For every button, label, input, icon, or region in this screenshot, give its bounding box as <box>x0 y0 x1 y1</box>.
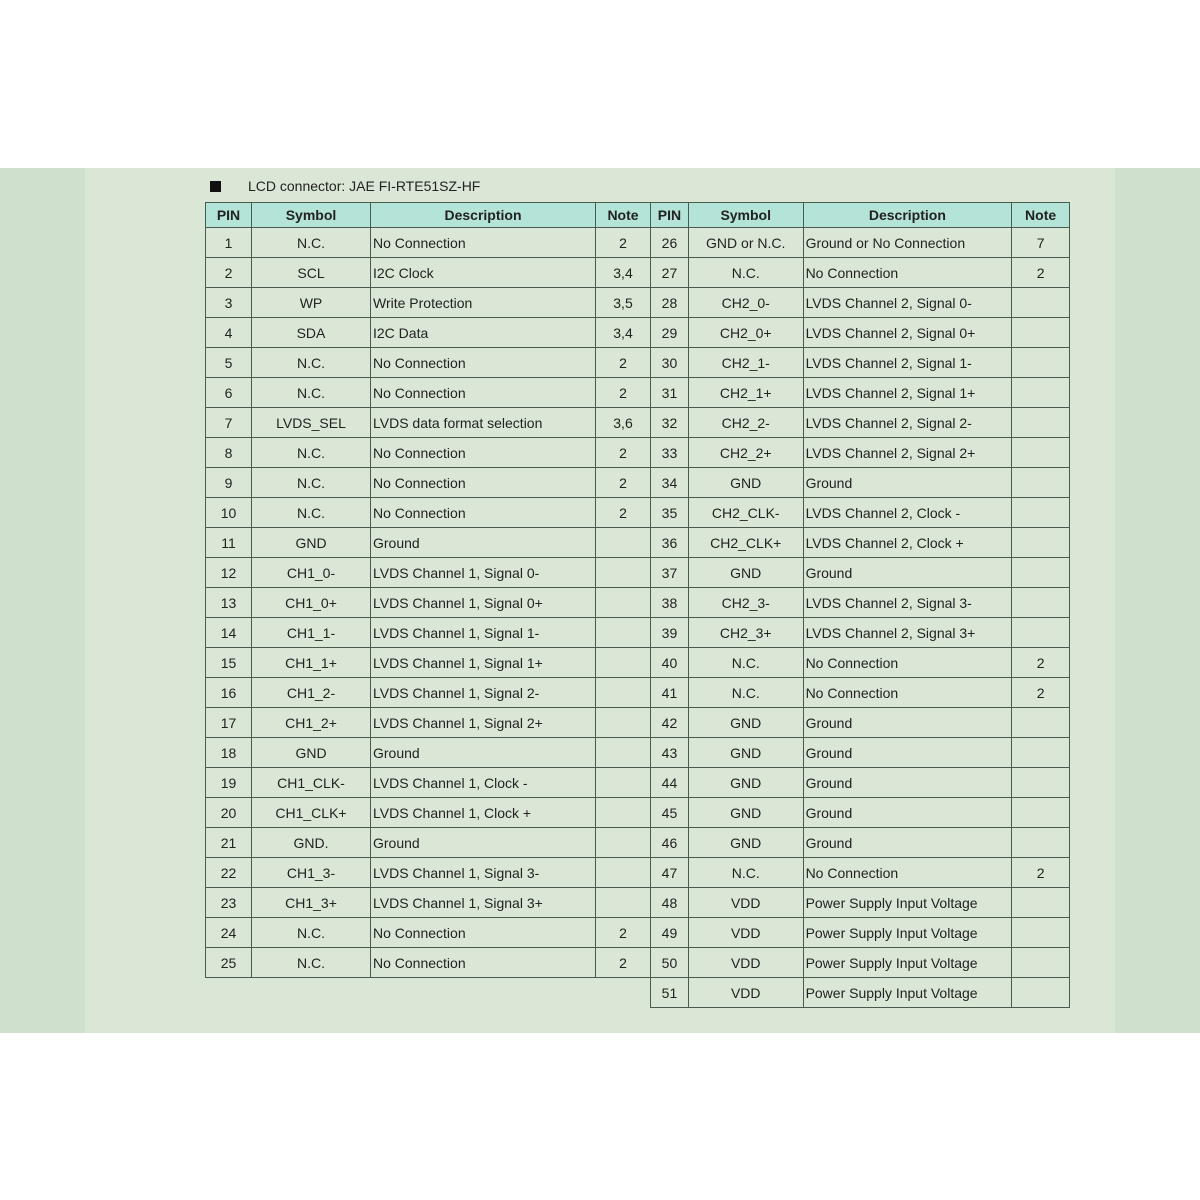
description-cell: LVDS Channel 2, Signal 0- <box>803 288 1012 318</box>
note-cell: 7 <box>1012 228 1070 258</box>
table-row <box>651 258 1070 288</box>
note-cell <box>1012 768 1070 798</box>
note-cell <box>1012 288 1070 318</box>
description-cell: LVDS Channel 2, Signal 1- <box>803 348 1012 378</box>
table-row <box>651 828 1070 858</box>
symbol-cell: N.C. <box>688 258 803 288</box>
description-cell: Ground or No Connection <box>803 228 1012 258</box>
pin-cell: 43 <box>651 738 689 768</box>
description-cell: No Connection <box>371 468 596 498</box>
pin-cell: 5 <box>206 348 252 378</box>
pin-cell: 18 <box>206 738 252 768</box>
header-description: Description <box>803 203 1012 228</box>
table-row <box>206 498 651 528</box>
description-cell: LVDS Channel 2, Clock + <box>803 528 1012 558</box>
description-cell: No Connection <box>371 348 596 378</box>
table-row <box>651 498 1070 528</box>
symbol-cell: LVDS_SEL <box>252 408 371 438</box>
note-cell: 2 <box>1012 258 1070 288</box>
note-cell: 3,5 <box>596 288 651 318</box>
table-row <box>651 708 1070 738</box>
description-cell: Ground <box>803 798 1012 828</box>
note-cell <box>596 528 651 558</box>
description-cell: LVDS Channel 1, Signal 3+ <box>371 888 596 918</box>
table-row <box>206 408 651 438</box>
note-cell <box>1012 888 1070 918</box>
header-pin: PIN <box>206 203 252 228</box>
description-cell: LVDS Channel 1, Clock - <box>371 768 596 798</box>
pin-cell: 24 <box>206 918 252 948</box>
header-description: Description <box>371 203 596 228</box>
symbol-cell: N.C. <box>252 438 371 468</box>
pin-cell: 42 <box>651 708 689 738</box>
table-row <box>651 558 1070 588</box>
table-row <box>651 348 1070 378</box>
description-cell: Ground <box>803 468 1012 498</box>
note-cell <box>596 708 651 738</box>
symbol-cell: CH2_CLK- <box>688 498 803 528</box>
symbol-cell: N.C. <box>252 468 371 498</box>
description-cell: LVDS Channel 1, Signal 0+ <box>371 588 596 618</box>
description-cell: No Connection <box>371 918 596 948</box>
symbol-cell: N.C. <box>252 918 371 948</box>
bullet-square-icon <box>210 181 221 192</box>
symbol-cell: CH2_CLK+ <box>688 528 803 558</box>
table-row <box>206 468 651 498</box>
description-cell: LVDS Channel 1, Signal 2- <box>371 678 596 708</box>
note-cell <box>1012 378 1070 408</box>
note-cell: 2 <box>596 438 651 468</box>
pin-cell: 21 <box>206 828 252 858</box>
pin-cell: 20 <box>206 798 252 828</box>
symbol-cell: CH2_1- <box>688 348 803 378</box>
table-row <box>206 438 651 468</box>
pin-cell: 13 <box>206 588 252 618</box>
header-symbol: Symbol <box>252 203 371 228</box>
description-cell: LVDS Channel 1, Clock + <box>371 798 596 828</box>
table-row <box>206 918 651 948</box>
symbol-cell: GND <box>252 738 371 768</box>
note-cell <box>1012 918 1070 948</box>
table-row <box>651 468 1070 498</box>
note-cell: 3,4 <box>596 258 651 288</box>
pin-cell: 47 <box>651 858 689 888</box>
symbol-cell: N.C. <box>688 678 803 708</box>
note-cell <box>596 828 651 858</box>
symbol-cell: CH2_0+ <box>688 318 803 348</box>
pin-cell: 29 <box>651 318 689 348</box>
note-cell: 2 <box>596 948 651 978</box>
description-cell: LVDS Channel 2, Signal 2+ <box>803 438 1012 468</box>
description-cell: No Connection <box>803 258 1012 288</box>
symbol-cell: VDD <box>688 888 803 918</box>
symbol-cell: GND <box>688 798 803 828</box>
note-cell <box>1012 408 1070 438</box>
pin-cell: 15 <box>206 648 252 678</box>
table-row <box>206 888 651 918</box>
note-cell <box>1012 618 1070 648</box>
pin-cell: 27 <box>651 258 689 288</box>
pin-cell: 33 <box>651 438 689 468</box>
description-cell: LVDS Channel 1, Signal 2+ <box>371 708 596 738</box>
note-cell <box>1012 948 1070 978</box>
note-cell <box>1012 318 1070 348</box>
symbol-cell: CH2_3- <box>688 588 803 618</box>
table-row <box>651 798 1070 828</box>
pin-cell: 39 <box>651 618 689 648</box>
header-pin: PIN <box>651 203 689 228</box>
symbol-cell: N.C. <box>252 948 371 978</box>
table-row <box>651 918 1070 948</box>
description-cell: No Connection <box>371 378 596 408</box>
note-cell <box>596 738 651 768</box>
table-row <box>651 528 1070 558</box>
pin-cell: 9 <box>206 468 252 498</box>
description-cell: LVDS Channel 1, Signal 1- <box>371 618 596 648</box>
description-cell: Power Supply Input Voltage <box>803 978 1012 1008</box>
description-cell: No Connection <box>371 438 596 468</box>
section-title-text: LCD connector: JAE FI-RTE51SZ-HF <box>248 178 481 194</box>
note-cell: 2 <box>596 498 651 528</box>
table-row <box>651 288 1070 318</box>
pin-cell: 41 <box>651 678 689 708</box>
symbol-cell: CH1_0- <box>252 558 371 588</box>
pin-cell: 34 <box>651 468 689 498</box>
pin-cell: 2 <box>206 258 252 288</box>
note-cell: 2 <box>596 378 651 408</box>
pin-cell: 38 <box>651 588 689 618</box>
table-row <box>206 798 651 828</box>
note-cell <box>1012 828 1070 858</box>
note-cell <box>1012 738 1070 768</box>
note-cell <box>1012 468 1070 498</box>
pin-cell: 30 <box>651 348 689 378</box>
symbol-cell: CH1_3- <box>252 858 371 888</box>
table-row <box>651 948 1070 978</box>
symbol-cell: CH2_0- <box>688 288 803 318</box>
description-cell: LVDS Channel 2, Signal 3+ <box>803 618 1012 648</box>
table-row <box>651 738 1070 768</box>
description-cell: LVDS Channel 1, Signal 1+ <box>371 648 596 678</box>
note-cell <box>1012 588 1070 618</box>
table-row <box>651 588 1070 618</box>
description-cell: LVDS Channel 1, Signal 0- <box>371 558 596 588</box>
symbol-cell: GND <box>252 528 371 558</box>
table-row <box>651 678 1070 708</box>
note-cell <box>1012 708 1070 738</box>
symbol-cell: GND <box>688 468 803 498</box>
pin-cell: 26 <box>651 228 689 258</box>
pin-cell: 1 <box>206 228 252 258</box>
table-row <box>206 258 651 288</box>
table-row <box>206 228 651 258</box>
pin-cell: 16 <box>206 678 252 708</box>
symbol-cell: GND <box>688 558 803 588</box>
table-row <box>206 318 651 348</box>
symbol-cell: CH1_3+ <box>252 888 371 918</box>
description-cell: LVDS Channel 2, Signal 2- <box>803 408 1012 438</box>
description-cell: Power Supply Input Voltage <box>803 948 1012 978</box>
table-row <box>206 558 651 588</box>
table-row <box>206 348 651 378</box>
table-row <box>651 648 1070 678</box>
description-cell: LVDS Channel 2, Clock - <box>803 498 1012 528</box>
description-cell: No Connection <box>371 498 596 528</box>
header-symbol: Symbol <box>688 203 803 228</box>
table-row <box>651 888 1070 918</box>
pin-cell: 6 <box>206 378 252 408</box>
note-cell: 2 <box>596 468 651 498</box>
note-cell: 2 <box>596 348 651 378</box>
symbol-cell: N.C. <box>252 228 371 258</box>
description-cell: No Connection <box>803 678 1012 708</box>
note-cell <box>1012 558 1070 588</box>
symbol-cell: VDD <box>688 918 803 948</box>
table-row <box>206 768 651 798</box>
symbol-cell: WP <box>252 288 371 318</box>
pin-cell: 22 <box>206 858 252 888</box>
table-row <box>206 648 651 678</box>
description-cell: No Connection <box>371 948 596 978</box>
note-cell <box>1012 438 1070 468</box>
header-note: Note <box>1012 203 1070 228</box>
symbol-cell: CH1_1- <box>252 618 371 648</box>
description-cell: Ground <box>803 558 1012 588</box>
description-cell: I2C Data <box>371 318 596 348</box>
table-row <box>651 408 1070 438</box>
pin-cell: 44 <box>651 768 689 798</box>
pin-cell: 50 <box>651 948 689 978</box>
note-cell <box>596 678 651 708</box>
table-row <box>206 708 651 738</box>
symbol-cell: CH2_3+ <box>688 618 803 648</box>
description-cell: Power Supply Input Voltage <box>803 918 1012 948</box>
description-cell: Ground <box>803 738 1012 768</box>
pin-cell: 4 <box>206 318 252 348</box>
table-row <box>206 378 651 408</box>
note-cell <box>596 618 651 648</box>
pin-cell: 12 <box>206 558 252 588</box>
symbol-cell: N.C. <box>252 348 371 378</box>
description-cell: No Connection <box>803 648 1012 678</box>
description-cell: Write Protection <box>371 288 596 318</box>
note-cell <box>596 558 651 588</box>
description-cell: LVDS data format selection <box>371 408 596 438</box>
pin-cell: 48 <box>651 888 689 918</box>
pin-cell: 32 <box>651 408 689 438</box>
description-cell: I2C Clock <box>371 258 596 288</box>
pin-cell: 45 <box>651 798 689 828</box>
description-cell: Ground <box>803 828 1012 858</box>
symbol-cell: GND <box>688 768 803 798</box>
table-row <box>651 768 1070 798</box>
symbol-cell: CH1_1+ <box>252 648 371 678</box>
table-row <box>206 588 651 618</box>
note-cell <box>1012 528 1070 558</box>
pin-cell: 17 <box>206 708 252 738</box>
note-cell <box>1012 498 1070 528</box>
note-cell: 3,6 <box>596 408 651 438</box>
description-cell: LVDS Channel 2, Signal 3- <box>803 588 1012 618</box>
table-row <box>206 528 651 558</box>
pin-cell: 7 <box>206 408 252 438</box>
symbol-cell: GND <box>688 828 803 858</box>
table-row <box>206 948 651 978</box>
pin-cell: 14 <box>206 618 252 648</box>
description-cell: Ground <box>371 528 596 558</box>
symbol-cell: CH2_1+ <box>688 378 803 408</box>
note-cell <box>596 798 651 828</box>
pin-cell: 35 <box>651 498 689 528</box>
symbol-cell: N.C. <box>688 858 803 888</box>
description-cell: Ground <box>371 738 596 768</box>
pin-cell: 37 <box>651 558 689 588</box>
table-row <box>651 978 1070 1008</box>
pin-cell: 23 <box>206 888 252 918</box>
description-cell: Ground <box>803 708 1012 738</box>
pin-table-right <box>650 202 1070 1008</box>
note-cell: 3,4 <box>596 318 651 348</box>
symbol-cell: CH1_2- <box>252 678 371 708</box>
description-cell: Ground <box>371 828 596 858</box>
table-row <box>651 378 1070 408</box>
symbol-cell: GND. <box>252 828 371 858</box>
description-cell: Power Supply Input Voltage <box>803 888 1012 918</box>
pin-cell: 31 <box>651 378 689 408</box>
pin-cell: 46 <box>651 828 689 858</box>
pin-cell: 28 <box>651 288 689 318</box>
symbol-cell: VDD <box>688 948 803 978</box>
pin-cell: 36 <box>651 528 689 558</box>
note-cell <box>596 768 651 798</box>
symbol-cell: CH1_CLK- <box>252 768 371 798</box>
section-title <box>210 178 480 194</box>
table-row <box>206 828 651 858</box>
table-row <box>651 858 1070 888</box>
note-cell: 2 <box>1012 858 1070 888</box>
description-cell: LVDS Channel 2, Signal 1+ <box>803 378 1012 408</box>
description-cell: LVDS Channel 1, Signal 3- <box>371 858 596 888</box>
table-row <box>651 318 1070 348</box>
description-cell: Ground <box>803 768 1012 798</box>
header-note: Note <box>596 203 651 228</box>
note-cell: 2 <box>596 228 651 258</box>
table-row <box>206 678 651 708</box>
description-cell: LVDS Channel 2, Signal 0+ <box>803 318 1012 348</box>
note-cell <box>596 888 651 918</box>
symbol-cell: GND <box>688 708 803 738</box>
symbol-cell: CH2_2+ <box>688 438 803 468</box>
table-row <box>206 288 651 318</box>
description-cell: No Connection <box>371 228 596 258</box>
pin-cell: 49 <box>651 918 689 948</box>
symbol-cell: N.C. <box>252 378 371 408</box>
table-row <box>651 618 1070 648</box>
pin-cell: 3 <box>206 288 252 318</box>
pin-cell: 25 <box>206 948 252 978</box>
table-row <box>206 618 651 648</box>
pin-cell: 40 <box>651 648 689 678</box>
note-cell <box>596 588 651 618</box>
note-cell <box>1012 798 1070 828</box>
table-row <box>206 858 651 888</box>
symbol-cell: GND <box>688 738 803 768</box>
note-cell: 2 <box>596 918 651 948</box>
pin-cell: 19 <box>206 768 252 798</box>
pin-cell: 10 <box>206 498 252 528</box>
symbol-cell: N.C. <box>688 648 803 678</box>
symbol-cell: SDA <box>252 318 371 348</box>
table-row <box>651 228 1070 258</box>
description-cell: No Connection <box>803 858 1012 888</box>
symbol-cell: CH1_0+ <box>252 588 371 618</box>
symbol-cell: VDD <box>688 978 803 1008</box>
note-cell: 2 <box>1012 648 1070 678</box>
table-row <box>651 438 1070 468</box>
note-cell <box>596 648 651 678</box>
note-cell: 2 <box>1012 678 1070 708</box>
symbol-cell: N.C. <box>252 498 371 528</box>
pin-cell: 8 <box>206 438 252 468</box>
table-row <box>206 738 651 768</box>
pin-cell: 51 <box>651 978 689 1008</box>
symbol-cell: SCL <box>252 258 371 288</box>
note-cell <box>1012 348 1070 378</box>
symbol-cell: CH1_2+ <box>252 708 371 738</box>
symbol-cell: CH2_2- <box>688 408 803 438</box>
pin-cell: 11 <box>206 528 252 558</box>
pin-table-left <box>205 202 651 978</box>
note-cell <box>1012 978 1070 1008</box>
note-cell <box>596 858 651 888</box>
symbol-cell: GND or N.C. <box>688 228 803 258</box>
symbol-cell: CH1_CLK+ <box>252 798 371 828</box>
